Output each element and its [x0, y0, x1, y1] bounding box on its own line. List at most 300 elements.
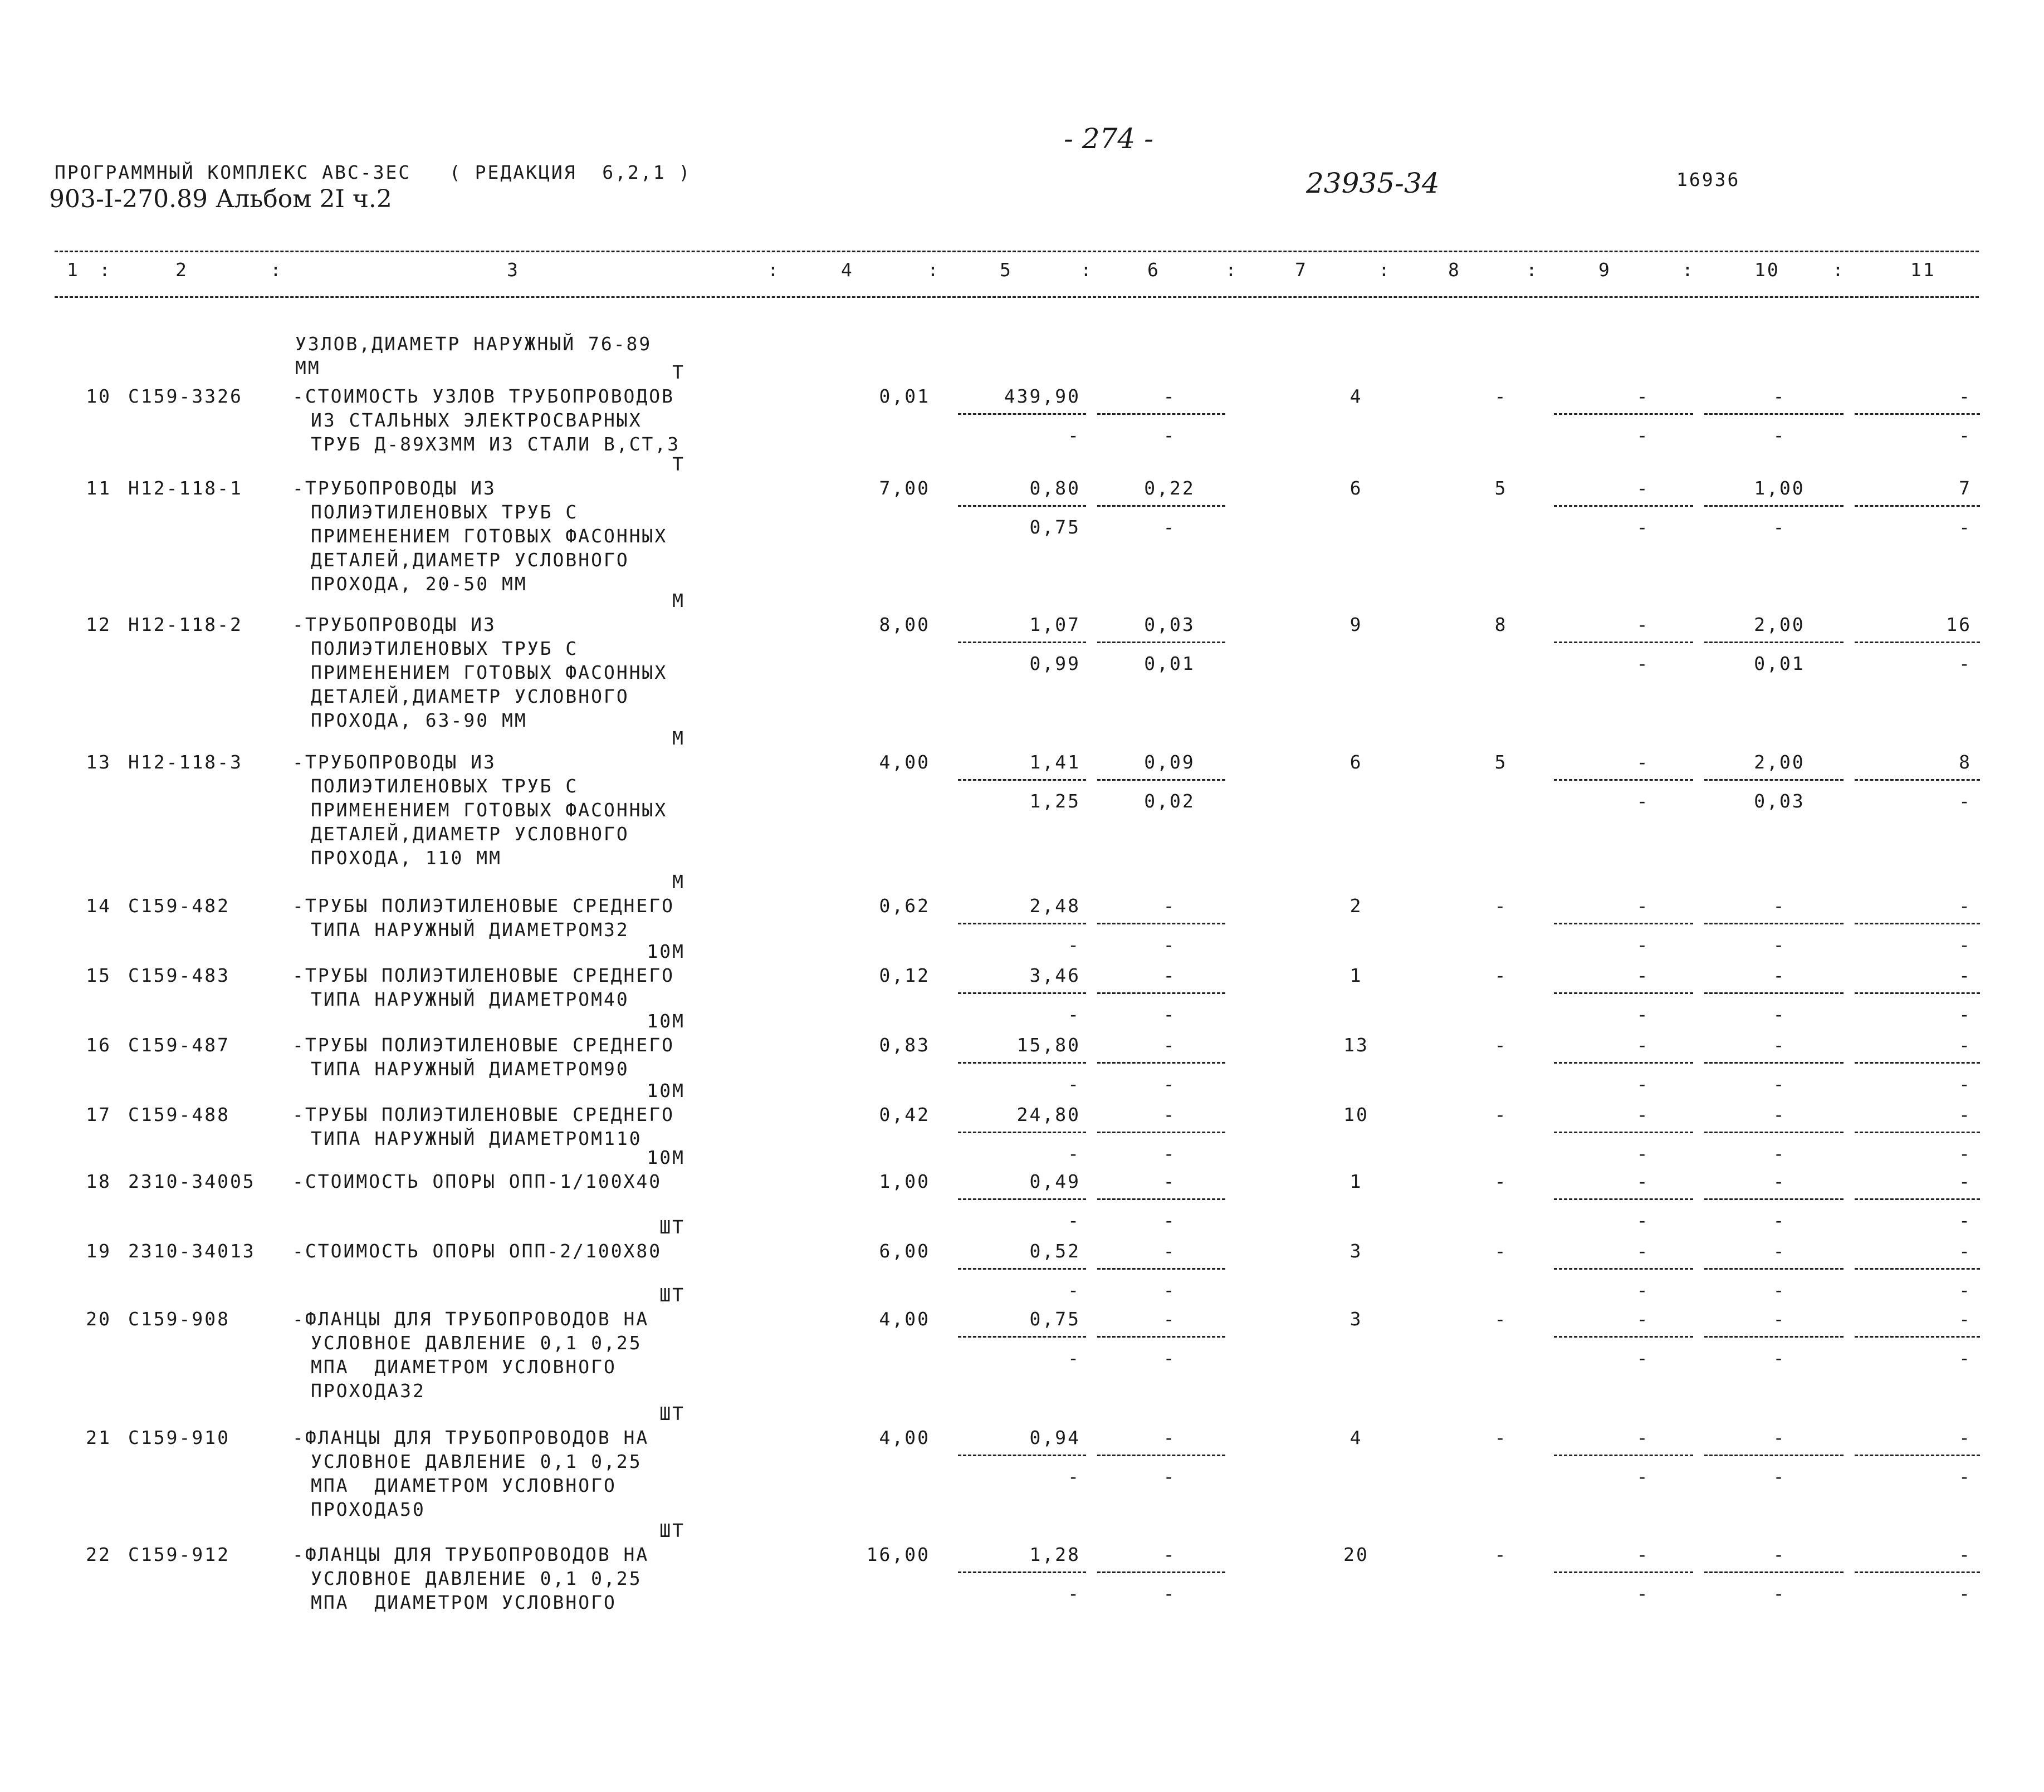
cell-rule — [1855, 1062, 1980, 1064]
cell-quantity: 8,00 — [879, 614, 930, 635]
item-description: УСЛОВНОЕ ДАВЛЕНИЕ 0,1 0,25 — [311, 1332, 642, 1354]
cell-col11: 7 — [1959, 477, 1972, 499]
row-number: 12 — [86, 614, 111, 635]
rate-code: С159-487 — [128, 1034, 230, 1056]
cell-quantity: 4,00 — [879, 1308, 930, 1330]
cell-col10: - — [1773, 1104, 1786, 1125]
cell-col9-secondary: - — [1636, 1073, 1650, 1095]
column-header-2: 2 — [175, 259, 188, 281]
cell-col9-secondary: - — [1636, 1143, 1650, 1164]
unit-label: ШТ — [659, 1520, 685, 1541]
row-number: 16 — [86, 1034, 111, 1056]
carryover-line: УЗЛОВ,ДИАМЕТР НАРУЖНЫЙ 76-89 — [295, 333, 652, 355]
cell-rule — [1554, 505, 1693, 507]
cell-unit-cost-secondary: - — [1068, 1583, 1080, 1604]
item-description: -СТОИМОСТЬ ОПОРЫ ОПП-2/100Х80 — [292, 1240, 662, 1262]
unit-label: М — [672, 871, 685, 893]
cell-unit-cost-secondary: - — [1068, 1073, 1080, 1095]
cell-col6: - — [1163, 1171, 1176, 1192]
item-description: -ФЛАНЦЫ ДЛЯ ТРУБОПРОВОДОВ НА — [292, 1427, 649, 1448]
rate-code: Н12-118-2 — [128, 614, 243, 635]
cell-rule — [1554, 1198, 1693, 1200]
cell-col8: 8 — [1494, 614, 1508, 635]
cell-col11: - — [1959, 1544, 1972, 1565]
item-description: ДЕТАЛЕЙ,ДИАМЕТР УСЛОВНОГО — [311, 549, 629, 571]
rate-code: С159-3326 — [128, 385, 243, 407]
cell-rule — [1097, 1198, 1225, 1200]
cell-rule — [1855, 642, 1980, 643]
item-description: ПРОХОДА50 — [311, 1499, 426, 1520]
item-description: ДЕТАЛЕЙ,ДИАМЕТР УСЛОВНОГО — [311, 823, 629, 845]
cell-col10-secondary: - — [1773, 1466, 1786, 1487]
item-description: ПРОХОДА, 20-50 ММ — [311, 573, 527, 595]
cell-unit-cost: 24,80 — [1016, 1104, 1080, 1125]
cell-col9: - — [1636, 1171, 1650, 1192]
cell-col9-secondary: - — [1636, 653, 1650, 674]
cell-col11: - — [1959, 1308, 1972, 1330]
cell-rule — [1855, 413, 1980, 415]
cell-col6: - — [1163, 1034, 1176, 1056]
cell-col10-secondary: - — [1773, 1210, 1786, 1231]
cell-rule — [1855, 923, 1980, 924]
cell-rule — [1554, 779, 1693, 781]
cell-col11-secondary: - — [1959, 934, 1972, 956]
cell-col7: 20 — [1343, 1544, 1369, 1565]
cell-col9: - — [1636, 614, 1650, 635]
cell-rule — [958, 1062, 1086, 1064]
cell-rule — [1097, 413, 1225, 415]
cell-col7: 3 — [1349, 1308, 1363, 1330]
cell-col11: - — [1959, 964, 1972, 986]
unit-label: 10М — [647, 1080, 685, 1101]
cell-col9: - — [1636, 964, 1650, 986]
cell-col6: - — [1163, 1427, 1176, 1448]
cell-rule — [1554, 1132, 1693, 1133]
cell-col9-secondary: - — [1636, 1466, 1650, 1487]
item-description: ТИПА НАРУЖНЫЙ ДИАМЕТРОМ32 — [311, 919, 629, 941]
item-description: УСЛОВНОЕ ДАВЛЕНИЕ 0,1 0,25 — [311, 1568, 642, 1589]
column-separator: : — [1080, 259, 1093, 281]
cell-rule — [1554, 1062, 1693, 1064]
column-separator: : — [1225, 259, 1238, 281]
row-number: 17 — [86, 1104, 111, 1125]
cell-col10-secondary: - — [1773, 934, 1786, 956]
row-number: 15 — [86, 964, 111, 986]
carryover-line: ММ — [295, 357, 321, 379]
row-number: 14 — [86, 895, 111, 917]
cell-rule — [1704, 1062, 1843, 1064]
rate-code: С159-910 — [128, 1427, 230, 1448]
cell-col10: - — [1773, 1544, 1786, 1565]
cell-rule — [1704, 1571, 1843, 1573]
cell-col6: - — [1163, 1104, 1176, 1125]
item-description: ТИПА НАРУЖНЫЙ ДИАМЕТРОМ90 — [311, 1058, 629, 1080]
cell-col11-secondary: - — [1959, 790, 1972, 812]
cell-col10-secondary: - — [1773, 1073, 1786, 1095]
item-description: ПРОХОДА32 — [311, 1380, 426, 1402]
cell-col7: 9 — [1349, 614, 1363, 635]
unit-label: ШТ — [659, 1216, 685, 1238]
row-number: 19 — [86, 1240, 111, 1262]
cell-col6: - — [1163, 1240, 1176, 1262]
item-description: МПА ДИАМЕТРОМ УСЛОВНОГО — [311, 1475, 617, 1496]
column-header-7: 7 — [1295, 259, 1308, 281]
cell-unit-cost: 0,80 — [1029, 477, 1080, 499]
cell-col8: - — [1494, 895, 1508, 917]
cell-col10: - — [1773, 1240, 1786, 1262]
cell-rule — [1097, 1132, 1225, 1133]
item-description: ДЕТАЛЕЙ,ДИАМЕТР УСЛОВНОГО — [311, 686, 629, 707]
column-header-3: 3 — [507, 259, 520, 281]
cell-rule — [1704, 1198, 1843, 1200]
cell-col10-secondary: 0,03 — [1754, 790, 1805, 812]
cell-col6: - — [1163, 895, 1176, 917]
cell-rule — [1855, 1198, 1980, 1200]
cell-col7: 6 — [1349, 751, 1363, 773]
cell-col6-secondary: - — [1163, 1143, 1176, 1164]
document-number: 23935-34 — [1306, 167, 1440, 199]
cell-col6: - — [1163, 1308, 1176, 1330]
cell-unit-cost: 15,80 — [1016, 1034, 1080, 1056]
cell-col9: - — [1636, 1427, 1650, 1448]
cell-col10: 2,00 — [1754, 751, 1805, 773]
cell-col9: - — [1636, 1544, 1650, 1565]
rate-code: С159-912 — [128, 1544, 230, 1565]
column-separator: : — [1682, 259, 1695, 281]
cell-col10: - — [1773, 1034, 1786, 1056]
item-description: ПРОХОДА, 63-90 ММ — [311, 709, 527, 731]
cell-col8: - — [1494, 1544, 1508, 1565]
cell-unit-cost-secondary: - — [1068, 1143, 1080, 1164]
cell-unit-cost: 0,94 — [1029, 1427, 1080, 1448]
cell-rule — [1097, 779, 1225, 781]
cell-rule — [1855, 505, 1980, 507]
item-description: ТИПА НАРУЖНЫЙ ДИАМЕТРОМ110 — [311, 1128, 642, 1149]
cell-col11-secondary: - — [1959, 1210, 1972, 1231]
cell-rule — [1855, 1336, 1980, 1338]
cell-col11: 8 — [1959, 751, 1972, 773]
cell-rule — [958, 505, 1086, 507]
cell-col7: 4 — [1349, 1427, 1363, 1448]
cell-rule — [958, 779, 1086, 781]
cell-col11-secondary: - — [1959, 653, 1972, 674]
cell-col9-secondary: - — [1636, 1210, 1650, 1231]
cell-rule — [958, 1198, 1086, 1200]
cell-rule — [1097, 642, 1225, 643]
cell-unit-cost: 0,75 — [1029, 1308, 1080, 1330]
unit-label: Т — [672, 453, 685, 475]
cell-col9: - — [1636, 477, 1650, 499]
cell-rule — [1704, 1132, 1843, 1133]
cell-col6-secondary: 0,02 — [1144, 790, 1195, 812]
unit-label: М — [672, 590, 685, 611]
cell-quantity: 0,42 — [879, 1104, 930, 1125]
cell-col9: - — [1636, 751, 1650, 773]
cell-quantity: 6,00 — [879, 1240, 930, 1262]
cell-quantity: 0,01 — [879, 385, 930, 407]
cell-col10-secondary: - — [1773, 424, 1786, 446]
item-description: УСЛОВНОЕ ДАВЛЕНИЕ 0,1 0,25 — [311, 1451, 642, 1472]
cell-rule — [1554, 1455, 1693, 1456]
column-header-8: 8 — [1448, 259, 1461, 281]
cell-col8: - — [1494, 1104, 1508, 1125]
cell-col8: - — [1494, 1171, 1508, 1192]
rate-code: Н12-118-1 — [128, 477, 243, 499]
row-number: 22 — [86, 1544, 111, 1565]
cell-col6-secondary: - — [1163, 1347, 1176, 1369]
cell-col7: 1 — [1349, 964, 1363, 986]
cell-col10: - — [1773, 1308, 1786, 1330]
unit-label: М — [672, 727, 685, 749]
cell-unit-cost-secondary: - — [1068, 934, 1080, 956]
cell-rule — [1097, 505, 1225, 507]
rate-code: 2310-34005 — [128, 1171, 256, 1192]
cell-col7: 2 — [1349, 895, 1363, 917]
cell-col11: - — [1959, 1034, 1972, 1056]
cell-unit-cost-secondary: - — [1068, 1210, 1080, 1231]
cell-col11-secondary: - — [1959, 1003, 1972, 1025]
cell-quantity: 1,00 — [879, 1171, 930, 1192]
cell-quantity: 4,00 — [879, 751, 930, 773]
cell-rule — [1704, 779, 1843, 781]
column-separator: : — [1526, 259, 1539, 281]
item-description: ТИПА НАРУЖНЫЙ ДИАМЕТРОМ40 — [311, 988, 629, 1010]
unit-label: ШТ — [659, 1284, 685, 1306]
cell-col6-secondary: - — [1163, 1583, 1176, 1604]
item-description: -ТРУБЫ ПОЛИЭТИЛЕНОВЫЕ СРЕДНЕГО — [292, 1104, 675, 1125]
cell-unit-cost: 3,46 — [1029, 964, 1080, 986]
cell-rule — [1704, 642, 1843, 643]
unit-label: 10М — [647, 1010, 685, 1032]
page-number: - 274 - — [1064, 123, 1154, 155]
cell-unit-cost-secondary: 0,75 — [1029, 516, 1080, 538]
column-header-5: 5 — [1000, 259, 1013, 281]
cell-rule — [1097, 1268, 1225, 1270]
cell-col6: 0,22 — [1144, 477, 1195, 499]
cell-rule — [1704, 1268, 1843, 1270]
cell-rule — [958, 1132, 1086, 1133]
cell-col7: 1 — [1349, 1171, 1363, 1192]
cell-col9: - — [1636, 895, 1650, 917]
cell-quantity: 16,00 — [866, 1544, 930, 1565]
item-description: -СТОИМОСТЬ УЗЛОВ ТРУБОПРОВОДОВ — [292, 385, 675, 407]
cell-unit-cost: 1,41 — [1029, 751, 1080, 773]
column-header-9: 9 — [1598, 259, 1611, 281]
cell-unit-cost-secondary: - — [1068, 1347, 1080, 1369]
cell-col9: - — [1636, 1308, 1650, 1330]
cell-rule — [1855, 992, 1980, 994]
cell-col8: 5 — [1494, 751, 1508, 773]
cell-col10: 2,00 — [1754, 614, 1805, 635]
cell-col8: - — [1494, 1308, 1508, 1330]
column-header-4: 4 — [841, 259, 854, 281]
item-description: -ТРУБОПРОВОДЫ ИЗ — [292, 751, 496, 773]
cell-rule — [1554, 1571, 1693, 1573]
cell-col9-secondary: - — [1636, 516, 1650, 538]
item-description: ИЗ СТАЛЬНЫХ ЭЛЕКТРОСВАРНЫХ — [311, 409, 642, 431]
cell-rule — [1704, 923, 1843, 924]
cell-col10-secondary: - — [1773, 1347, 1786, 1369]
sheet-code: 16936 — [1676, 169, 1740, 190]
cell-rule — [1554, 1268, 1693, 1270]
cell-col9: - — [1636, 385, 1650, 407]
cell-rule — [1097, 992, 1225, 994]
cell-col6-secondary: - — [1163, 424, 1176, 446]
cell-col11: - — [1959, 1104, 1972, 1125]
cell-col10-secondary: 0,01 — [1754, 653, 1805, 674]
row-number: 18 — [86, 1171, 111, 1192]
cell-col8: - — [1494, 1034, 1508, 1056]
cell-rule — [1554, 642, 1693, 643]
cell-col7: 10 — [1343, 1104, 1369, 1125]
cell-rule — [1554, 413, 1693, 415]
cell-col7: 3 — [1349, 1240, 1363, 1262]
rate-code: С159-482 — [128, 895, 230, 917]
cell-col11-secondary: - — [1959, 1279, 1972, 1301]
cell-col10-secondary: - — [1773, 1003, 1786, 1025]
item-description: ПОЛИЭТИЛЕНОВЫХ ТРУБ С — [311, 775, 579, 797]
item-description: ПРОХОДА, 110 ММ — [311, 847, 502, 869]
row-number: 13 — [86, 751, 111, 773]
cell-rule — [1704, 1336, 1843, 1338]
item-description: -ФЛАНЦЫ ДЛЯ ТРУБОПРОВОДОВ НА — [292, 1308, 649, 1330]
project-title: 903-I-270.89 Альбом 2I ч.2 — [49, 185, 392, 213]
item-description: ПРИМЕНЕНИЕМ ГОТОВЫХ ФАСОННЫХ — [311, 525, 668, 547]
cell-col6: - — [1163, 964, 1176, 986]
cell-quantity: 0,62 — [879, 895, 930, 917]
cell-rule — [958, 1336, 1086, 1338]
item-description: -ТРУБЫ ПОЛИЭТИЛЕНОВЫЕ СРЕДНЕГО — [292, 964, 675, 986]
cell-col9-secondary: - — [1636, 1003, 1650, 1025]
cell-col6-secondary: - — [1163, 1279, 1176, 1301]
cell-rule — [1097, 1571, 1225, 1573]
cell-rule — [1855, 1132, 1980, 1133]
column-header-1: 1 — [67, 259, 80, 281]
cell-rule — [1097, 1336, 1225, 1338]
cell-rule — [958, 923, 1086, 924]
item-description: ПОЛИЭТИЛЕНОВЫХ ТРУБ С — [311, 638, 579, 659]
cell-col10-secondary: - — [1773, 1143, 1786, 1164]
cell-col9: - — [1636, 1034, 1650, 1056]
cell-col6: - — [1163, 385, 1176, 407]
cell-col11-secondary: - — [1959, 1143, 1972, 1164]
row-number: 10 — [86, 385, 111, 407]
cell-quantity: 7,00 — [879, 477, 930, 499]
item-description: ПРИМЕНЕНИЕМ ГОТОВЫХ ФАСОННЫХ — [311, 662, 668, 683]
item-description: ПРИМЕНЕНИЕМ ГОТОВЫХ ФАСОННЫХ — [311, 799, 668, 821]
cell-unit-cost-secondary: - — [1068, 424, 1080, 446]
cell-rule — [958, 992, 1086, 994]
cell-col9-secondary: - — [1636, 790, 1650, 812]
cell-col11-secondary: - — [1959, 1347, 1972, 1369]
column-header-11: 11 — [1910, 259, 1936, 281]
cell-col10-secondary: - — [1773, 516, 1786, 538]
header-top-rule — [55, 251, 1979, 252]
cell-rule — [958, 413, 1086, 415]
rate-code: С159-908 — [128, 1308, 230, 1330]
header-bottom-rule — [55, 296, 1979, 298]
row-number: 11 — [86, 477, 111, 499]
cell-col8: 5 — [1494, 477, 1508, 499]
cell-col6-secondary: - — [1163, 1466, 1176, 1487]
unit-label: 10М — [647, 1147, 685, 1168]
cell-col8: - — [1494, 1427, 1508, 1448]
cell-col9-secondary: - — [1636, 1583, 1650, 1604]
cell-rule — [1855, 1268, 1980, 1270]
cell-unit-cost-secondary: - — [1068, 1279, 1080, 1301]
cell-col11: - — [1959, 1240, 1972, 1262]
row-number: 20 — [86, 1308, 111, 1330]
cell-col9-secondary: - — [1636, 424, 1650, 446]
cell-col10: - — [1773, 385, 1786, 407]
cell-col9-secondary: - — [1636, 1347, 1650, 1369]
cell-col11: - — [1959, 895, 1972, 917]
cell-col6: - — [1163, 1544, 1176, 1565]
cell-unit-cost: 1,07 — [1029, 614, 1080, 635]
rate-code: С159-483 — [128, 964, 230, 986]
column-separator: : — [99, 259, 112, 281]
cell-rule — [1855, 1571, 1980, 1573]
cell-col11: - — [1959, 1171, 1972, 1192]
cell-col10-secondary: - — [1773, 1279, 1786, 1301]
unit-label: 10М — [647, 941, 685, 962]
item-description: -ТРУБОПРОВОДЫ ИЗ — [292, 614, 496, 635]
cell-col11-secondary: - — [1959, 424, 1972, 446]
cell-rule — [1704, 505, 1843, 507]
cell-col10-secondary: - — [1773, 1583, 1786, 1604]
column-separator: : — [270, 259, 283, 281]
cell-unit-cost: 0,49 — [1029, 1171, 1080, 1192]
cell-rule — [1097, 1455, 1225, 1456]
column-separator: : — [1378, 259, 1391, 281]
cell-col7: 13 — [1343, 1034, 1369, 1056]
cell-rule — [958, 1455, 1086, 1456]
cell-col6-secondary: - — [1163, 1210, 1176, 1231]
cell-col8: - — [1494, 385, 1508, 407]
cell-unit-cost-secondary: 1,25 — [1029, 790, 1080, 812]
cell-col6-secondary: - — [1163, 1003, 1176, 1025]
cell-col7: 6 — [1349, 477, 1363, 499]
cell-rule — [958, 1571, 1086, 1573]
cell-col10: 1,00 — [1754, 477, 1805, 499]
cell-col7: 4 — [1349, 385, 1363, 407]
item-description: -СТОИМОСТЬ ОПОРЫ ОПП-1/100Х40 — [292, 1171, 662, 1192]
cell-col10: - — [1773, 1171, 1786, 1192]
cell-col8: - — [1494, 1240, 1508, 1262]
item-description: -ТРУБОПРОВОДЫ ИЗ — [292, 477, 496, 499]
item-description: ПОЛИЭТИЛЕНОВЫХ ТРУБ С — [311, 501, 579, 523]
cell-rule — [1704, 1455, 1843, 1456]
cell-col8: - — [1494, 964, 1508, 986]
row-number: 21 — [86, 1427, 111, 1448]
unit-label: ШТ — [659, 1403, 685, 1424]
cell-quantity: 0,83 — [879, 1034, 930, 1056]
cell-col6-secondary: - — [1163, 1073, 1176, 1095]
cell-col11-secondary: - — [1959, 1073, 1972, 1095]
item-description: МПА ДИАМЕТРОМ УСЛОВНОГО — [311, 1592, 617, 1613]
cell-unit-cost: 1,28 — [1029, 1544, 1080, 1565]
cell-col6: 0,09 — [1144, 751, 1195, 773]
cell-rule — [1554, 992, 1693, 994]
cell-col11-secondary: - — [1959, 516, 1972, 538]
cell-col6-secondary: - — [1163, 516, 1176, 538]
cell-quantity: 0,12 — [879, 964, 930, 986]
cell-rule — [1554, 1336, 1693, 1338]
item-description: -ФЛАНЦЫ ДЛЯ ТРУБОПРОВОДОВ НА — [292, 1544, 649, 1565]
rate-code: 2310-34013 — [128, 1240, 256, 1262]
cell-col6-secondary: 0,01 — [1144, 653, 1195, 674]
cell-unit-cost-secondary: - — [1068, 1466, 1080, 1487]
